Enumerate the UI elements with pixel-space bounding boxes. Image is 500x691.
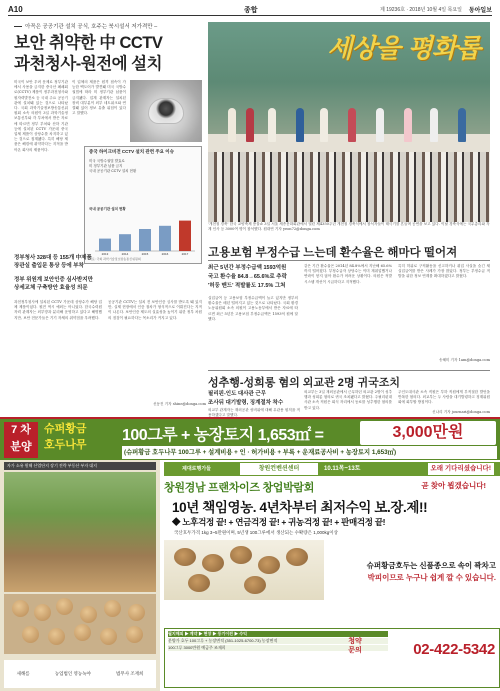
chart-note3: 국내 공공기관 설치 현황 xyxy=(89,207,126,211)
article3-subhead2: 조사뒤 대기발령, 징계절차 착수 xyxy=(208,400,284,406)
walnut-icon xyxy=(286,548,308,566)
newspaper-name: 동아일보 xyxy=(468,8,492,14)
ad-banner xyxy=(0,417,500,460)
performer xyxy=(430,108,438,142)
walnut-icon xyxy=(258,556,280,574)
divider xyxy=(208,370,490,371)
ad-left-panel xyxy=(0,460,160,691)
chart-note1: 미국 국방수권법 발효로 xyxy=(89,159,125,163)
performer xyxy=(458,108,466,142)
contact-label: 청약문의 xyxy=(348,638,362,654)
article1-lower-col1: 과천정부청사에 설치된 CCTV 가운데 상당수가 해당 업체 제품이었다. 원전 역시 예외는 아니었다. 한국수력원자력 관계자는 외부망과 분리해 운영하고 있다고 해명했지만, 보안 전문가들은 기기 자체의 취약점을 우려했다. xyxy=(14,300,102,320)
section-name: 종합 xyxy=(244,6,258,14)
article2-subhead2: 국고 환수율 84.8→65.6%로 추락 xyxy=(208,274,287,280)
ad-subline: (슈퍼황금 호두나무 100그루 + 설계비용 + 인 · 허가비용 + 부록 + 운재료공사비 + 농장토지 1,653㎡) xyxy=(122,446,497,459)
walnut-icon xyxy=(100,628,117,645)
article1-subhead1: 정부청사 328대 등 155개 中제품 장관실 출입문 통상 등에 부착 xyxy=(14,255,92,269)
walnut-icon xyxy=(128,604,145,621)
walnut-icon xyxy=(202,554,224,572)
walnut-icon xyxy=(74,624,91,641)
contact-phone[interactable]: 02-422-5342 xyxy=(413,641,495,658)
article1-lower-col2: 공공기관 CCTV는 설치 전 보안인증 심사를 받도록 돼 있지만, 실제 현장에서 인증 절차가 형식적으로 이뤄진다는 지적이 나온다. 보안인증 제도의 실효성을 높이기 위한 정부 차원의 점검이 필요하다는 목소리가 커지고 있다. xyxy=(108,300,202,320)
bar xyxy=(139,229,151,251)
chart-footer: 자료: 국회 과학기술정보방송통신위원회 xyxy=(89,257,141,261)
expo-venue: 창원컨벤션센터 xyxy=(240,463,318,475)
performer xyxy=(268,108,276,142)
walnut-icon xyxy=(174,548,196,566)
article1-kicker: 아꼭은 공공기관 설치 공식, 호주는 북시설서 저가격만 – xyxy=(14,22,194,30)
article3-byline: 신나리 기자 journari@donga.com xyxy=(432,410,490,414)
article3-body-col2: 주인도대사관 소속 직원은 부하 직원에게 부적절한 발언을 반복한 혐의다. 외교부는 두 사람을 대기발령하고 징계위원회에 회부할 방침이다. xyxy=(398,390,490,405)
sponsor-logos xyxy=(4,660,156,688)
tick-label: 2014 xyxy=(121,252,129,256)
bar xyxy=(119,234,131,251)
issue-date: 제 19236호 · 2018년 10월 4일 목요일 xyxy=(379,7,462,13)
article1-headline[interactable] xyxy=(14,33,194,75)
article2-subhead3: '허둥 맨드' 적발률도 17.5% 그쳐 xyxy=(208,283,286,289)
article2-headline[interactable]: 고용보험 부정수급 느는데 환수율은 해마다 떨어져 xyxy=(208,247,458,259)
ad-left-title1: 슈퍼황금 xyxy=(44,423,87,435)
article1-body-col1: 미국이 보안 우려 문제로 정부기관에서 사용을 금지한 중국산 폐쇄회로(CCTV) 제품이 정부과천청사와 원자력발전소 등 국내 주요 공공기관에 설치돼 있는 것으로 나타났다. 국회 과학기술정보방송통신위원회 소속 의원이 3일 과학기술정보통신부와 각 부처에서 받은 자료에 따르면 정부 부처와 산하 기관 등에 설치된 CCTV 가운데 중국 업체 제품이 상당수를 차지하고 있는 것으로 집계됐다. 특히 해당 제품은 해킹에 취약하다는 지적을 받아온 회사의 제품이다. xyxy=(14,80,68,152)
ad-benefit-line: ◆ 노후걱정 끝! + 연금걱정 끝! + 귀농걱정 끝! + 판매걱정 끝! xyxy=(172,517,386,527)
walnut-product-photo xyxy=(164,540,324,600)
article2-body-col3: 특히 허위로 구직활동을 신고하거나 취업 사실을 숨긴 채 실업급여를 받은 사례가 가장 많았다. 정부는 부정수급 적발을 위한 정보 연계를 확대하겠다고 밝혔다. xyxy=(398,264,490,279)
bar xyxy=(159,226,171,251)
headline-line1: 보안 취약한 中 CCTV xyxy=(14,34,163,52)
bar xyxy=(99,239,111,251)
walnut-icon xyxy=(104,600,121,617)
photo-caption: '개천절 경축' 한국 교양축제 풍물쇼 3일 서울 세종문화회관에서 열린 제4350주년 개천절 경축식에서 참석자들이 태극기를 흔들며 공연을 보고 있다. 이날 경축식에는 국무총리와 각계 인사 등 3000여 명이 참석했다. 원대연 기자 yeon72@donga.com xyxy=(208,222,490,231)
logo-saehaereum: 새해름 xyxy=(16,671,30,676)
walnut-farm-advertisement[interactable] xyxy=(0,417,500,691)
article3-body-col3: 외교부 관계자는 재외공관 성비위에 대해 무관용 원칙을 적용하겠다고 말했다. xyxy=(208,408,300,418)
walnut-photo xyxy=(4,594,156,654)
article3-headline[interactable]: 성추행-성희롱 혐의 외교관 2명 귀국조치 xyxy=(208,377,401,389)
tick-label: 2016 xyxy=(161,252,169,256)
article2-body-col1: 실업급여 등 고용보험 부정수급액이 늘고 있지만 정부의 환수율은 매년 떨어지고 있는 것으로 나타났다. 국회 환경노동위원회 소속 의원이 고용노동부에서 받은 자료에 따르면 최근 5년간 고용보험 부정수급액은 1593억 원에 달했다. xyxy=(208,296,298,321)
cctv-chart xyxy=(84,146,202,264)
headline-line2: 과천청사-원전에 설치 xyxy=(14,55,163,73)
logo-farm-corp: 농업법인 영농녹야 xyxy=(54,671,91,676)
performer xyxy=(296,108,304,142)
walnut-icon xyxy=(188,574,210,592)
walnut-icon xyxy=(34,604,51,621)
tick-label: 2013 xyxy=(101,252,109,256)
article3-subhead1: 필리핀-인도 대사관 근무 xyxy=(208,391,267,397)
article2-byline: 송혜미 기자 1am@donga.com xyxy=(438,358,490,362)
ad-sale-badge: 7 차 분양 xyxy=(4,422,38,458)
ad-price-note: 국산호두가격 1kg 3~5만원이며, 5년생 100그루에서 생산되는 수확량은 1,000kg이상 xyxy=(174,530,338,535)
article1-body-col2: 이 업체의 제품은 원격 접속이 가능한 백도어가 발견돼 미국 국방수권법에 따라 미 정부기관 납품이 금지됐다. 업계 관계자는 설치된 장비 대부분이 외부 네트워크와 연결돼 있어 정보 유출 위험이 있다고 말했다. xyxy=(72,80,126,116)
performer xyxy=(246,108,254,142)
calligraphy-banner: 세상을 평화롭 xyxy=(327,34,480,64)
article2-body-col2: 같은 기간 환수율은 2014년 84.8%에서 지난해 65.6%까지 떨어졌다. 부정수급자 상당수는 이미 재취업했거나 연락이 닿지 않아 환수가 어려운 상황이다. 의원은 적발 시스템 개선이 시급하다고 지적했다. xyxy=(304,264,392,284)
audience xyxy=(208,152,490,222)
bar-chart xyxy=(85,147,203,265)
ad-promo: 슈퍼황금호두는 신품종으로 속이 꽉차고 박피이므로 누구나 쉽게 깔 수 있습니다. xyxy=(366,561,496,582)
walnut-icon xyxy=(80,606,97,623)
walnut-farm-photo xyxy=(4,472,156,592)
divider xyxy=(208,260,490,261)
page-header xyxy=(8,4,492,16)
ad-headline: 100그루 + 농장토지 1,653㎡ = xyxy=(122,427,324,444)
expo-hurry: 오래 기다리셨습니다! xyxy=(428,463,494,475)
performer xyxy=(320,108,328,142)
expo-bar xyxy=(164,462,500,476)
ad-left-bar: 자가 소유 원해 산업단지 장기 전략 부동산 부자 대지 xyxy=(4,462,156,470)
performer xyxy=(376,108,384,142)
walnut-icon xyxy=(22,626,39,643)
walnut-icon xyxy=(12,600,29,617)
expo-title: 창원경남 프랜차이즈 창업박람회 xyxy=(164,482,315,494)
table-row: 100그루 3000만원 예금주 조재희 xyxy=(168,645,388,651)
ad-price: 3,000만원 xyxy=(360,421,496,445)
table-row: 분양가 호두 100그루 + 농장면적 (351-1025-6700-73) 농장면적 xyxy=(168,638,388,644)
performer xyxy=(228,108,236,142)
ad-right-panel xyxy=(160,460,500,691)
logo-law-office: 법무사 조재희 xyxy=(116,671,144,676)
article2-subhead1: 최근 5년간 부정수급액 1593억원 xyxy=(208,265,287,271)
chart-title: 중국 하이크비전 CCTV 설치 관련 주요 이슈 xyxy=(89,149,174,154)
ad-left-title2: 호두나무 xyxy=(44,439,87,451)
walnut-icon xyxy=(126,626,143,643)
bar xyxy=(179,221,191,251)
performer xyxy=(404,108,412,142)
walnut-icon xyxy=(48,628,65,645)
ad-promise: 10년 책임영농. 4년차부터 최저수익 보.장.제!! xyxy=(172,500,428,515)
article1-byline: 신동진 기자 shine@donga.com xyxy=(153,402,206,406)
walnut-icon xyxy=(230,546,252,564)
article3-body-col1: 외교부는 3일 재외공관에서 근무하던 외교관 2명이 성추행과 성희롱 혐의로 귀국 조치됐다고 밝혔다. 주필리핀대사관 소속 직원은 회식 자리에서 동료를 성추행한 혐의를 받고 있다. xyxy=(304,390,392,410)
walnut-icon xyxy=(56,598,73,615)
page-number: A10 xyxy=(8,5,23,14)
chart-note2: 미 정부기관 납품 금지 xyxy=(89,164,123,168)
expo-come: 곧 찾아 뵙겠습니다! xyxy=(421,481,486,490)
tick-label: 2017 xyxy=(181,252,189,256)
national-foundation-day-photo xyxy=(208,22,490,222)
article1-subhead2: 정부 위원계 보안인증 심사받지만 상세교체 구축방안 효율성 의문 xyxy=(14,277,93,291)
expo-label: 제대로행가들 xyxy=(182,466,211,472)
ad-info-table xyxy=(164,628,500,688)
cctv-photo xyxy=(130,80,202,142)
walnut-icon xyxy=(244,576,266,594)
chart-data-title: 국내 공공기관 CCTV 설치 현황 xyxy=(89,169,137,173)
table-row: 필지해외 ▶ 계약 ▶ 현장 ▶ 등기이전 ▶ 수익 xyxy=(168,631,388,637)
cctv-camera-icon xyxy=(148,98,184,124)
expo-dates: 10.11목~13토 xyxy=(324,466,361,472)
tick-label: 2015 xyxy=(141,252,149,256)
performer xyxy=(348,108,356,142)
